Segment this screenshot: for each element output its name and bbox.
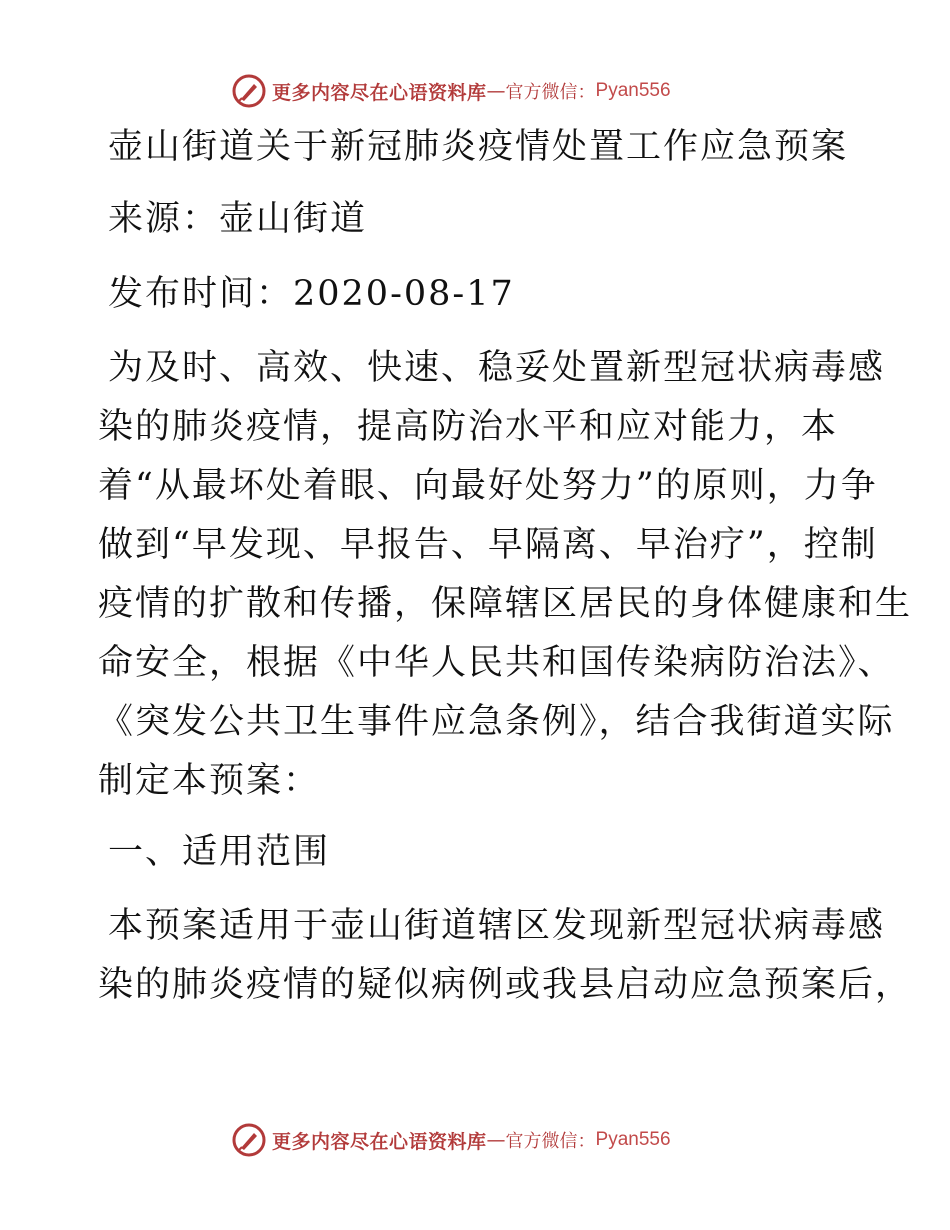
watermark-separator: — — [486, 1129, 506, 1151]
paragraph-line: 命安全，根据《中华人民共和国传染病防治法》、 — [98, 643, 895, 683]
watermark-header — [232, 72, 671, 110]
watermark-footer — [232, 1121, 671, 1159]
document-source: 来源：壶山街道 — [108, 199, 368, 239]
watermark-separator: — — [486, 80, 506, 102]
watermark-wechat-label: 官方微信： — [505, 82, 596, 103]
paragraph-line: 做到“早发现、早报告、早隔离、早治疗”，控制 — [98, 525, 878, 565]
paragraph-line: 染的肺炎疫情，提高防治水平和应对能力，本 — [98, 407, 839, 447]
paragraph-line: 为及时、高效、快速、稳妥处置新型冠状病毒感 — [108, 348, 886, 388]
pen-logo-icon — [232, 1123, 266, 1157]
document-publish-time: 发布时间：2020-08-17 — [108, 274, 515, 314]
document-title: 壶山街道关于新冠肺炎疫情处置工作应急预案 — [108, 127, 849, 167]
watermark-wechat-id: Pyan556 — [595, 80, 671, 101]
watermark-wechat-id: Pyan556 — [595, 1129, 671, 1150]
section-heading: 一、适用范围 — [108, 832, 331, 872]
pen-logo-icon — [232, 74, 266, 108]
watermark-text: 更多内容尽在心语资料库 — [272, 1130, 487, 1153]
paragraph-line: 染的肺炎疫情的疑似病例或我县启动应急预案后， — [98, 965, 913, 1005]
paragraph-line: 制定本预案： — [98, 761, 321, 801]
paragraph-line: 《突发公共卫生事件应急条例》，结合我街道实际 — [98, 702, 895, 742]
watermark-text: 更多内容尽在心语资料库 — [272, 81, 487, 104]
paragraph-line: 疫情的扩散和传播，保障辖区居民的身体健康和生 — [98, 584, 913, 624]
watermark-wechat-label: 官方微信： — [505, 1131, 596, 1152]
paragraph-line: 着“从最坏处着眼、向最好处努力”的原则，力争 — [98, 466, 878, 506]
paragraph-line: 本预案适用于壶山街道辖区发现新型冠状病毒感 — [108, 906, 886, 946]
